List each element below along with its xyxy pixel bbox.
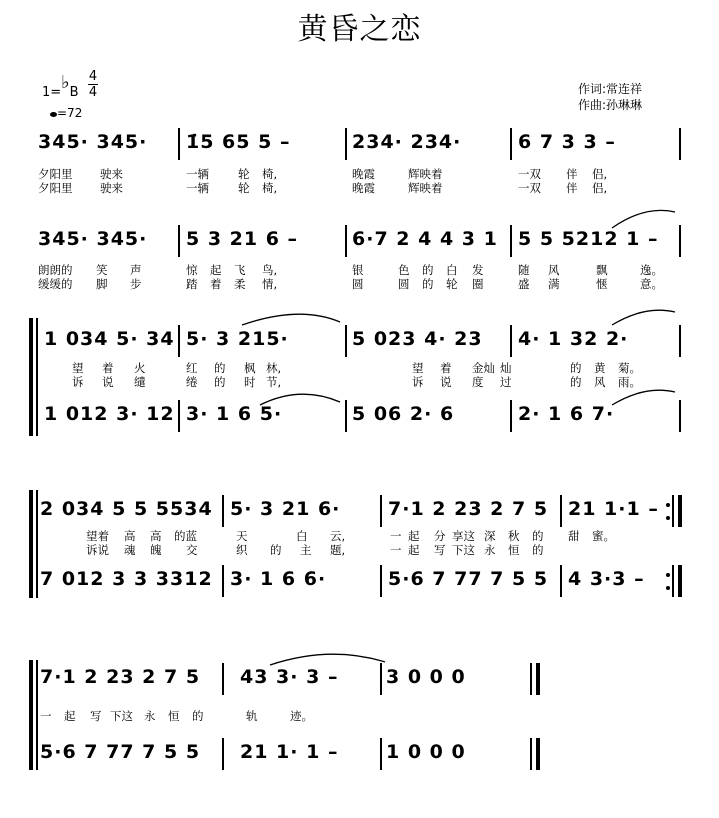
- lyric-syllable: 金灿: [472, 361, 495, 375]
- lyric-syllable: 缱: [134, 375, 146, 389]
- barline: [222, 738, 224, 770]
- lyric-syllable: 下这: [110, 709, 133, 723]
- barline: [222, 663, 224, 695]
- barline: [36, 660, 38, 770]
- lyric-syllable: 起: [64, 709, 76, 723]
- lyric-syllable: 林,: [266, 361, 282, 375]
- barline: [560, 495, 562, 527]
- lyric-syllable: 的: [270, 543, 282, 557]
- measure-notes: 1 0 0 0: [386, 741, 466, 763]
- key-note: B: [69, 85, 79, 100]
- measure-notes: 21 1·1 –: [568, 498, 659, 520]
- lyric-syllable: 着: [102, 361, 114, 375]
- lyric-syllable: 侣,: [592, 167, 608, 181]
- measure-notes: 3· 1 6 6·: [230, 568, 327, 590]
- song-title: 黄昏之恋: [297, 12, 422, 47]
- lyric-syllable: 的: [532, 543, 544, 557]
- lyric-syllable: 色: [398, 263, 410, 277]
- lyric-syllable: 起: [408, 529, 420, 543]
- repeat-start-barline: [29, 318, 33, 436]
- lyric-syllable: 着: [210, 277, 222, 291]
- lyric-syllable: 说: [440, 375, 452, 389]
- measure-notes: 4 3·3 –: [568, 568, 645, 590]
- repeat-end-barline: [678, 565, 682, 597]
- barline: [380, 495, 382, 527]
- lyric-syllable: 随: [518, 263, 530, 277]
- lyric-syllable: 惊: [186, 263, 198, 277]
- lyric-syllable: 晚霞: [352, 181, 375, 195]
- lyric-syllable: 一辆: [186, 167, 209, 181]
- lyric-syllable: 夕阳里: [38, 181, 73, 195]
- lyric-syllable: 红: [186, 361, 198, 375]
- barline: [672, 495, 674, 527]
- slur: [612, 310, 675, 325]
- lyric-syllable: 迹。: [290, 709, 313, 723]
- lyric-syllable: 一: [40, 709, 52, 723]
- measure-notes: 1 034 5· 34: [44, 328, 175, 350]
- lyric-syllable: 望: [72, 361, 84, 375]
- barline: [530, 738, 532, 770]
- slur: [612, 210, 675, 228]
- lyric-syllable: 缓缓的: [38, 277, 73, 291]
- barline: [672, 565, 674, 597]
- lyric-syllable: 诉说: [86, 543, 109, 557]
- barline: [36, 490, 38, 598]
- measure-notes: 1̇5 65 5 –: [186, 131, 291, 153]
- lyric-syllable: 的: [192, 709, 204, 723]
- lyric-syllable: 交: [186, 543, 198, 557]
- lyric-syllable: 说: [102, 375, 114, 389]
- lyric-syllable: 节,: [266, 375, 282, 389]
- lyric-syllable: 绻: [186, 375, 198, 389]
- lyric-syllable: 白: [296, 529, 308, 543]
- lyric-syllable: 写: [434, 543, 446, 557]
- lyric-syllable: 魄: [150, 543, 162, 557]
- lyric-syllable: 主: [300, 543, 312, 557]
- lyric-syllable: 意。: [640, 277, 663, 291]
- measure-notes: 3· 1 6 5·: [186, 403, 283, 425]
- lyric-syllable: 雨。: [618, 375, 641, 389]
- measure-notes: 5· 3 215·: [186, 328, 289, 350]
- lyric-syllable: 圈: [472, 277, 484, 291]
- measure-notes: 7 012 3 3 3312: [40, 568, 213, 590]
- lyric-syllable: 步: [130, 277, 142, 291]
- lyric-syllable: 的蓝: [174, 529, 197, 543]
- barline: [178, 400, 180, 432]
- lyric-syllable: 轮: [238, 167, 250, 181]
- measure-notes: 2· 1 6 7·: [518, 403, 615, 425]
- time-bottom: 4: [88, 85, 98, 100]
- slur: [242, 314, 340, 325]
- lyric-syllable: 惬: [596, 277, 608, 291]
- slur: [270, 654, 385, 665]
- lyric-syllable: 诉: [72, 375, 84, 389]
- measure-notes: 5·6 7 77 7 5 5: [388, 568, 549, 590]
- barline: [36, 318, 38, 436]
- lyric-syllable: 一: [390, 543, 402, 557]
- final-barline: [536, 663, 540, 695]
- lyric-syllable: 起: [210, 263, 222, 277]
- measure-notes: 5 5 5212 1 –: [518, 228, 659, 250]
- measure-notes: 5· 3 21 6·: [230, 498, 341, 520]
- lyric-syllable: 享这: [452, 529, 475, 543]
- measure-notes: 345· 345·: [38, 228, 148, 250]
- lyric-syllable: 时: [244, 375, 256, 389]
- lyric-syllable: 枫: [244, 361, 256, 375]
- measure-notes: 234· 234·: [352, 131, 462, 153]
- lyric-syllable: 永: [144, 709, 156, 723]
- lyric-syllable: 风: [594, 375, 606, 389]
- measure-notes: 43 3· 3 –: [240, 666, 339, 688]
- repeat-end-barline: [678, 495, 682, 527]
- measure-notes: 5 3 21 6 –: [186, 228, 299, 250]
- lyric-syllable: 的: [570, 361, 582, 375]
- lyric-syllable: 柔: [234, 277, 246, 291]
- lyric-syllable: 蜜。: [592, 529, 615, 543]
- lyric-syllable: 望着: [86, 529, 109, 543]
- measure-notes: 7·1 2 23 2 7 5: [40, 666, 201, 688]
- lyric-syllable: 伴: [566, 181, 578, 195]
- lyric-syllable: 踏: [186, 277, 198, 291]
- lyric-syllable: 写: [90, 709, 102, 723]
- measure-notes: 345· 345·: [38, 131, 148, 153]
- lyric-syllable: 度: [472, 375, 484, 389]
- barline: [560, 565, 562, 597]
- measure-notes: 3 0 0 0: [386, 666, 466, 688]
- barline: [222, 495, 224, 527]
- lyric-syllable: 云,: [330, 529, 346, 543]
- lyric-syllable: 笑: [96, 263, 108, 277]
- lyric-syllable: 恒: [168, 709, 180, 723]
- lyric-syllable: 情,: [262, 277, 278, 291]
- lyric-syllable: 望: [412, 361, 424, 375]
- system-start-barline: [29, 660, 33, 770]
- measure-notes: 6 7 3 3 –: [518, 131, 616, 153]
- barline: [345, 400, 347, 432]
- lyric-syllable: 恒: [508, 543, 520, 557]
- lyric-syllable: 着: [440, 361, 452, 375]
- barline: [178, 325, 180, 357]
- barline: [530, 663, 532, 695]
- slur: [612, 390, 675, 405]
- lyric-syllable: 一辆: [186, 181, 209, 195]
- barline: [510, 325, 512, 357]
- lyric-syllable: 侣,: [592, 181, 608, 195]
- lyric-syllable: 轮: [446, 277, 458, 291]
- barline: [510, 400, 512, 432]
- lyric-syllable: 诉: [412, 375, 424, 389]
- lyric-syllable: 一: [390, 529, 402, 543]
- repeat-start-barline: [29, 490, 33, 598]
- lyric-syllable: 永: [484, 543, 496, 557]
- time-top: 4: [88, 69, 98, 84]
- measure-notes: 5 06 2· 6: [352, 403, 455, 425]
- barline: [380, 738, 382, 770]
- final-barline: [536, 738, 540, 770]
- key-label: 1=: [42, 85, 62, 100]
- lyric-syllable: 声: [130, 263, 142, 277]
- lyric-syllable: 椅,: [262, 167, 278, 181]
- measure-notes: 21 1· 1 –: [240, 741, 339, 763]
- lyric-syllable: 高: [124, 529, 136, 543]
- lyric-syllable: 驶来: [100, 181, 123, 195]
- lyric-syllable: 灿: [500, 361, 512, 375]
- flat-symbol: ♭: [61, 72, 70, 93]
- lyric-syllable: 的: [214, 361, 226, 375]
- lyric-syllable: 菊。: [618, 361, 641, 375]
- lyric-syllable: 分: [434, 529, 446, 543]
- lyric-syllable: 轨: [246, 709, 258, 723]
- barline: [345, 325, 347, 357]
- lyric-syllable: 逸。: [640, 263, 663, 277]
- barline: [380, 565, 382, 597]
- lyric-syllable: 火: [134, 361, 146, 375]
- lyric-syllable: 的: [422, 263, 434, 277]
- lyric-syllable: 驶来: [100, 167, 123, 181]
- lyric-syllable: 轮: [238, 181, 250, 195]
- lyric-syllable: 辉映着: [408, 167, 443, 181]
- lyric-syllable: 黄: [594, 361, 606, 375]
- measure-notes: 6·7 2 4 4 3 1: [352, 228, 498, 250]
- lyric-syllable: 夕阳里: [38, 167, 73, 181]
- lyric-syllable: 秋: [508, 529, 520, 543]
- lyric-syllable: 的: [532, 529, 544, 543]
- barline: [222, 565, 224, 597]
- lyric-syllable: 一双: [518, 167, 541, 181]
- measure-notes: 7·1 2 23 2 7 5: [388, 498, 549, 520]
- lyric-syllable: 椅,: [262, 181, 278, 195]
- lyric-syllable: 的: [214, 375, 226, 389]
- lyric-syllable: 圆: [352, 277, 364, 291]
- tempo-value: =72: [57, 106, 83, 120]
- composer: 作曲:孙琳琳: [578, 98, 643, 112]
- lyric-syllable: 朗朗的: [38, 263, 73, 277]
- lyric-syllable: 一双: [518, 181, 541, 195]
- lyric-syllable: 过: [500, 375, 512, 389]
- lyric-syllable: 辉映着: [408, 181, 443, 195]
- lyric-syllable: 魂: [124, 543, 136, 557]
- lyric-syllable: 题,: [330, 543, 346, 557]
- lyric-syllable: 银: [352, 263, 364, 277]
- repeat-dot: [666, 573, 670, 577]
- lyric-syllable: 盛: [518, 277, 530, 291]
- lyric-syllable: 天: [236, 529, 248, 543]
- lyric-syllable: 高: [150, 529, 162, 543]
- repeat-dot: [666, 586, 670, 590]
- lyric-syllable: 圆: [398, 277, 410, 291]
- repeat-dot: [666, 516, 670, 520]
- lyric-syllable: 的: [570, 375, 582, 389]
- lyric-syllable: 鸟,: [262, 263, 278, 277]
- lyric-syllable: 飞: [234, 263, 246, 277]
- lyric-syllable: 下这: [452, 543, 475, 557]
- measure-notes: 2 034 5 5 5534: [40, 498, 213, 520]
- lyric-syllable: 脚: [96, 277, 108, 291]
- lyric-syllable: 晚霞: [352, 167, 375, 181]
- lyric-syllable: 满: [548, 277, 560, 291]
- lyric-syllable: 发: [472, 263, 484, 277]
- measure-notes: 4· 1 32 2·: [518, 328, 629, 350]
- measure-notes: 1 012 3· 12: [44, 403, 175, 425]
- lyric-syllable: 风: [548, 263, 560, 277]
- lyric-syllable: 飘: [596, 263, 608, 277]
- lyric-syllable: 的: [422, 277, 434, 291]
- lyric-syllable: 甜: [568, 529, 580, 543]
- repeat-dot: [666, 503, 670, 507]
- barline: [679, 400, 681, 432]
- lyric-syllable: 织: [236, 543, 248, 557]
- lyric-syllable: 起: [408, 543, 420, 557]
- measure-notes: 5·6 7 77 7 5 5: [40, 741, 201, 763]
- measure-notes: 5 023 4· 23: [352, 328, 483, 350]
- barline: [679, 325, 681, 357]
- lyricist: 作词:常连祥: [578, 82, 643, 96]
- lyric-syllable: 白: [446, 263, 458, 277]
- lyric-syllable: 深: [484, 529, 496, 543]
- barline: [380, 663, 382, 695]
- lyric-syllable: 伴: [566, 167, 578, 181]
